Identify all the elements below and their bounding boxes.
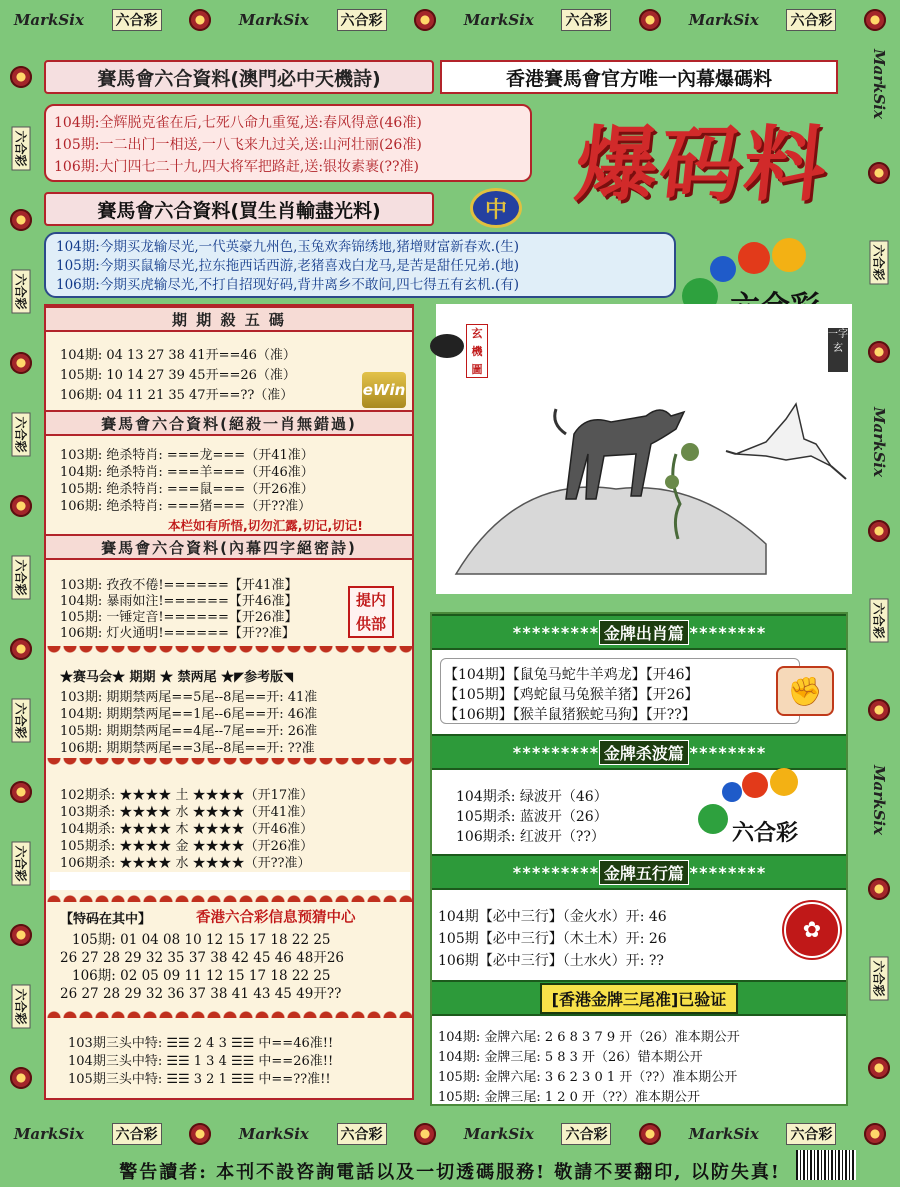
special-code-label: 【特码在其中】 xyxy=(60,912,152,927)
three-head-row: 105期三头中特: ☰☰ 3 2 1 ☰☰ 中==??准!! xyxy=(68,1072,331,1087)
gold-tail-row: 104期: 金牌六尾: 2 6 8 3 7 9 开（26）准本期公开 xyxy=(438,1030,740,1045)
divider xyxy=(46,758,412,772)
brand-text: MarkSix xyxy=(238,11,309,29)
riddle-side-label: 一字玄 xyxy=(828,328,848,372)
lhc-badge: 六合彩 xyxy=(786,1123,836,1145)
brand-text: MarkSix xyxy=(13,1125,84,1143)
ball-green xyxy=(698,804,728,834)
lhc-badge: 六合彩 xyxy=(12,984,31,1028)
element-kill-row: 103期杀: ★★★★ 水 ★★★★（开41准） xyxy=(60,805,314,820)
zodiac-line: 104期:今期买龙输尽光,一代英豪九州色,玉兔欢奔锦绣地,猪增财富新春欢.(生) xyxy=(56,239,520,255)
gold-zodiac-header xyxy=(432,614,846,650)
ball-blue xyxy=(722,782,742,802)
lhc-badge: 六合彩 xyxy=(12,412,31,456)
ball-red xyxy=(738,242,770,274)
divider xyxy=(46,646,412,660)
gold-tail-title: [香港金牌三尾准]已验证 xyxy=(540,983,739,1014)
gold-tail-row: 105期: 金牌六尾: 3 6 2 3 0 1 开（??）准本期公开 xyxy=(438,1070,738,1085)
ewin-logo: eWin xyxy=(362,372,406,408)
element-kill-row: 105期杀: ★★★★ 金 ★★★★（开26准） xyxy=(60,839,314,854)
riddle-hand-icon xyxy=(430,334,464,358)
gold-zodiac-row: 【104期】【鼠兔马蛇牛羊鸡龙】【开46】 xyxy=(444,667,699,683)
border-top xyxy=(0,0,900,40)
zodiac-box xyxy=(44,232,676,298)
gold-wave-row: 104期杀: 绿波开（46） xyxy=(456,789,608,805)
special-code-center: 香港六合彩信息预猜中心 xyxy=(196,909,356,926)
tail-ban-title: ★赛马会★ 期期 ★ 禁两尾 ★◤参考版◥ xyxy=(60,670,294,685)
border-bottom xyxy=(0,1114,900,1154)
warning-footer: 警告讀者: 本刊不設咨詢電話以及一切透碼服務! 敬請不要翻印, 以防失真! xyxy=(0,1154,900,1187)
flower-icon xyxy=(10,1067,32,1089)
gold-element-title: 金牌五行篇 xyxy=(599,860,689,885)
brand-text: MarkSix xyxy=(870,406,888,477)
kill-five-title: 期 期 殺 五 碼 xyxy=(46,306,412,332)
kill-five-row: 104期: 04 13 27 38 41开==46（准） xyxy=(60,348,296,363)
flower-icon xyxy=(10,924,32,946)
left-column xyxy=(44,304,414,1100)
brand-text: MarkSix xyxy=(463,11,534,29)
lhc-badge: 六合彩 xyxy=(12,555,31,599)
flower-icon xyxy=(868,878,890,900)
divider xyxy=(46,1004,412,1018)
lhc-badge: 六合彩 xyxy=(870,241,889,285)
ball-blue xyxy=(710,256,736,282)
gold-element-title-pre: ********* xyxy=(512,862,599,882)
flower-icon xyxy=(864,1123,886,1145)
dog-and-crane-drawing xyxy=(436,304,852,594)
kill-zodiac-row: 104期: 绝杀特肖: ===羊===（开46准） xyxy=(60,465,314,480)
brand-text: MarkSix xyxy=(238,1125,309,1143)
poem-line: 106期:大门四七二十九,四大将军把路赶,送:银妆素裹(??准) xyxy=(54,159,419,175)
element-kill-row: 104期杀: ★★★★ 木 ★★★★（开46准） xyxy=(60,822,314,837)
poem-line: 104期:全辉脱克雀在后,七死八命九重冤,送:春风得意(46准) xyxy=(54,115,422,131)
header-left-title: 賽馬會六合資料(澳門必中天機詩) xyxy=(44,60,434,94)
riddle-illustration xyxy=(436,304,852,594)
poem-box xyxy=(44,104,532,182)
gold-element-header xyxy=(432,854,846,890)
kill-five-row: 106期: 04 11 21 35 47开==??（准） xyxy=(60,388,294,403)
kill-zodiac-row: 103期: 绝杀特肖: ===龙===（开41准） xyxy=(60,448,314,463)
four-char-row: 106期: 灯火通明!======【开??准】 xyxy=(60,626,295,641)
lhc-badge: 六合彩 xyxy=(112,9,162,31)
brand-text: MarkSix xyxy=(688,1125,759,1143)
special-code-row: 26 27 28 29 32 35 37 38 42 45 46 48开26 xyxy=(60,950,345,966)
four-char-row: 104期: 暴雨如注!======【开46准】 xyxy=(60,594,298,609)
brand-text: MarkSix xyxy=(870,764,888,835)
lhc-badge: 六合彩 xyxy=(561,9,611,31)
flower-icon xyxy=(864,9,886,31)
lhc-badge: 六合彩 xyxy=(112,1123,162,1145)
lhc-badge: 六合彩 xyxy=(12,126,31,170)
gold-element-row: 105期【必中三行】（木土木）开: 26 xyxy=(438,931,667,947)
flower-icon xyxy=(868,1057,890,1079)
flower-icon xyxy=(639,1123,661,1145)
ball-yellow xyxy=(770,768,798,796)
lhc-badge: 六合彩 xyxy=(870,599,889,643)
kill-five-row: 105期: 10 14 27 39 45开==26（准） xyxy=(60,368,296,383)
fist-icon: ✊ xyxy=(776,666,834,716)
header-right-title: 香港賽馬會官方唯一內幕爆碼料 xyxy=(440,60,838,94)
kill-zodiac-title: 賽馬會六合資料(絕殺一肖無錯過) xyxy=(46,410,412,436)
lhc-badge: 六合彩 xyxy=(12,269,31,313)
tail-ban-row: 106期: 期期禁两尾==3尾--8尾==开: ??准 xyxy=(60,741,315,756)
ball-red xyxy=(742,772,768,798)
flower-icon xyxy=(414,1123,436,1145)
header2-title: 賽馬會六合資料(買生肖輸盡光料) xyxy=(44,192,434,226)
flower-icon xyxy=(868,162,890,184)
brand-text: MarkSix xyxy=(688,11,759,29)
flower-icon xyxy=(639,9,661,31)
gold-zodiac-title-pre: ********* xyxy=(512,622,599,642)
special-code-row: 106期: 02 05 09 11 12 15 17 18 22 25 xyxy=(72,968,331,984)
gold-tail-row: 104期: 金牌三尾: 5 8 3 开（26）错本期公开 xyxy=(438,1050,703,1065)
gold-zodiac-row: 【106期】【猴羊鼠猪猴蛇马狗】【开??】 xyxy=(444,707,696,723)
gold-zodiac-title: 金牌出肖篇 xyxy=(599,620,689,645)
element-kill-row: 106期杀: ★★★★ 水 ★★★★（开??准） xyxy=(60,856,311,871)
insider-stamp: 提内供部 xyxy=(348,586,394,638)
divider xyxy=(46,888,412,902)
gold-zodiac-row: 【105期】【鸡蛇鼠马兔猴羊猪】【开26】 xyxy=(444,687,699,703)
gold-wave-title-post: ******** xyxy=(688,742,766,762)
brand-text: MarkSix xyxy=(13,11,84,29)
gold-tail-header xyxy=(432,980,846,1016)
three-head-row: 103期三头中特: ☰☰ 2 4 3 ☰☰ 中==46准!! xyxy=(68,1036,334,1051)
three-head-row: 104期三头中特: ☰☰ 1 3 4 ☰☰ 中==26准!! xyxy=(68,1054,334,1069)
kill-zodiac-note: 本栏如有所悟,切勿汇露,切记,切记! xyxy=(168,518,363,533)
right-column xyxy=(430,612,848,1106)
gold-element-title-post: ******** xyxy=(688,862,766,882)
flower-icon xyxy=(10,495,32,517)
gold-wave-title: 金牌杀波篇 xyxy=(599,740,689,765)
four-char-row: 105期: 一锤定音!======【开26准】 xyxy=(60,610,298,625)
gold-tail-row: 105期: 金牌三尾: 1 2 0 开（??）准本期公开 xyxy=(438,1090,700,1105)
tail-ban-row: 104期: 期期禁两尾==1尾--6尾==开: 46准 xyxy=(60,707,318,722)
flower-icon xyxy=(10,66,32,88)
lhc-badge: 六合彩 xyxy=(12,698,31,742)
brand-text: MarkSix xyxy=(870,48,888,119)
gold-wave-title-pre: ********* xyxy=(512,742,599,762)
special-code-row: 26 27 28 29 32 36 37 38 41 43 45 49开?? xyxy=(60,986,342,1002)
border-right xyxy=(858,40,900,1114)
kill-zodiac-row: 106期: 绝杀特肖: ===猪===（开??准） xyxy=(60,499,312,514)
brand-text: MarkSix xyxy=(463,1125,534,1143)
lhc-badge: 六合彩 xyxy=(337,9,387,31)
lhc-badge: 六合彩 xyxy=(870,957,889,1001)
zodiac-line: 105期:今期买鼠输尽光,拉东拖西话西游,老猪喜戏白龙马,是苦是甜任兄弟.(地) xyxy=(56,258,520,274)
lhc-badge: 六合彩 xyxy=(786,9,836,31)
flower-icon xyxy=(868,341,890,363)
lhc-badge: 六合彩 xyxy=(337,1123,387,1145)
border-left xyxy=(0,40,42,1114)
poem-line: 105期:一二出门一相送,一八飞来九过关,送:山河壮丽(26准) xyxy=(54,137,422,153)
gold-wave-row: 105期杀: 蓝波开（26） xyxy=(456,809,608,825)
gold-element-row: 106期【必中三行】（土水火）开: ?? xyxy=(438,953,664,969)
flower-icon xyxy=(189,9,211,31)
flower-icon xyxy=(10,352,32,374)
ball-yellow xyxy=(772,238,806,272)
flower-icon xyxy=(868,699,890,721)
flower-icon xyxy=(868,520,890,542)
lhc-small-text: 六合彩 xyxy=(732,820,799,846)
page-title: 爆码料 xyxy=(570,117,834,213)
flower-icon xyxy=(10,209,32,231)
zodiac-line: 106期:今期买虎输尽光,不打自招现好码,背井离乡不敢问,四七得五有玄机.(有) xyxy=(56,277,520,293)
gold-wave-row: 106期杀: 红波开（??） xyxy=(456,829,605,845)
gold-wave-header xyxy=(432,734,846,770)
bauhinia-icon: ✿ xyxy=(784,902,840,958)
lhc-badge: 六合彩 xyxy=(561,1123,611,1145)
flower-icon xyxy=(10,638,32,660)
riddle-tag: 玄機圖 xyxy=(466,324,488,378)
barcode xyxy=(796,1150,856,1180)
gold-zodiac-title-post: ******** xyxy=(688,622,766,642)
tail-ban-row: 105期: 期期禁两尾==4尾--7尾==开: 26准 xyxy=(60,724,318,739)
special-code-row: 105期: 01 04 08 10 12 15 17 18 22 25 xyxy=(72,932,331,948)
flower-icon xyxy=(10,781,32,803)
flower-icon xyxy=(414,9,436,31)
tail-ban-row: 103期: 期期禁两尾==5尾--8尾==开: 41准 xyxy=(60,690,318,705)
flower-icon xyxy=(189,1123,211,1145)
gold-element-row: 104期【必中三行】（金火水）开: 46 xyxy=(438,909,667,925)
lhc-badge: 六合彩 xyxy=(12,841,31,885)
four-char-row: 103期: 孜孜不倦!======【开41准】 xyxy=(60,578,298,593)
four-char-title: 賽馬會六合資料(內幕四字絕密詩) xyxy=(46,534,412,560)
jockey-club-logo: 中 xyxy=(470,188,522,228)
kill-zodiac-row: 105期: 绝杀特肖: ===鼠===（开26准） xyxy=(60,482,314,497)
element-kill-row: 102期杀: ★★★★ 土 ★★★★（开17准） xyxy=(60,788,314,803)
